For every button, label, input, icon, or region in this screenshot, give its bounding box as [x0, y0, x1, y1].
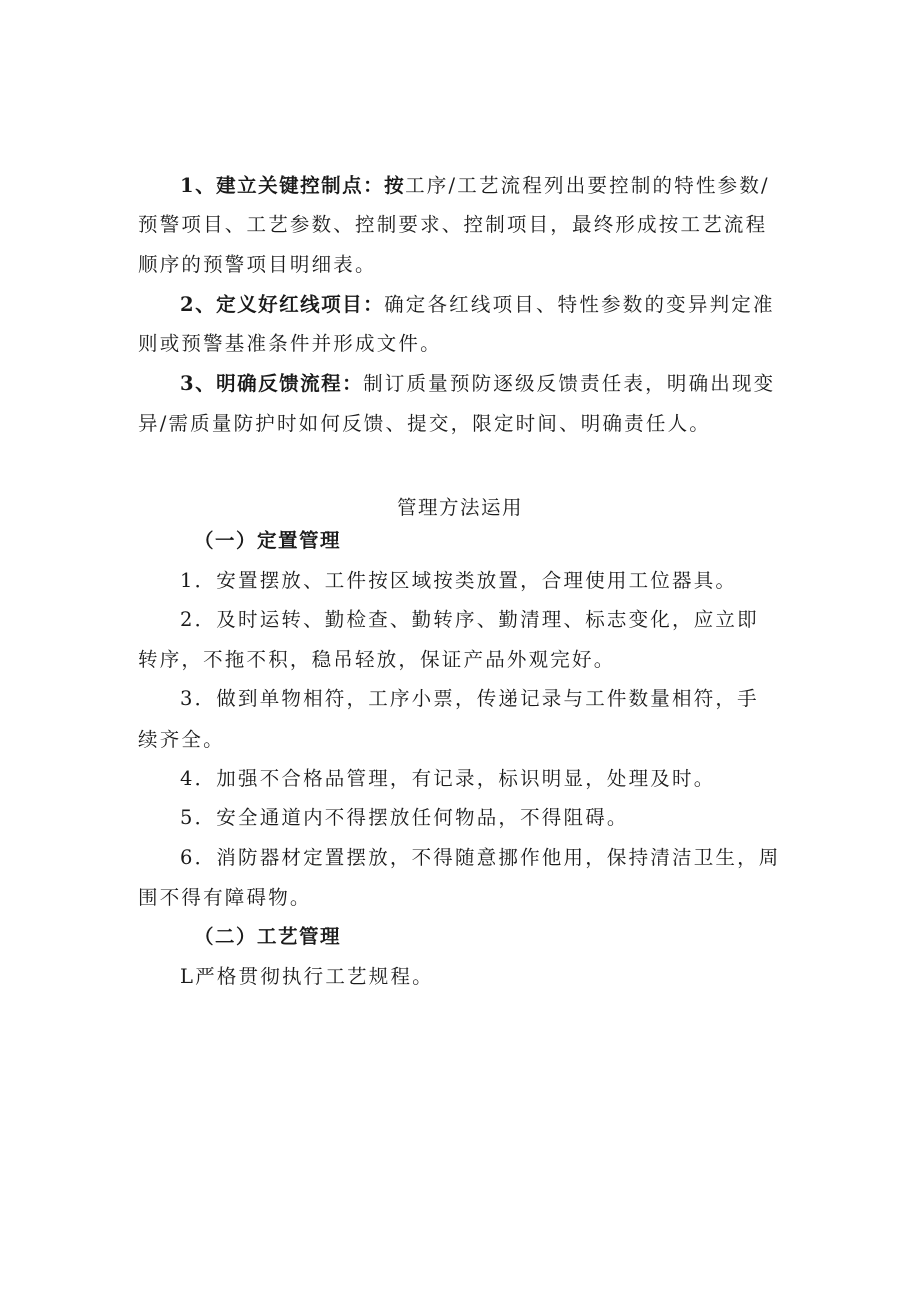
- item-2-label: 2、定义好红线项目：: [180, 293, 385, 316]
- item-1-label: 1、建立关键控制点：按: [180, 174, 406, 197]
- item-2-line-2: 则或预警基准条件并形成文件。: [138, 332, 442, 355]
- section-title: 管理方法运用: [396, 496, 523, 519]
- list-item: L严格贯彻执行工艺规程。: [180, 965, 434, 988]
- list-item-continued: 续齐全。: [138, 728, 225, 751]
- list-item: 1．安置摆放、工件按区域按类放置，合理使用工位器具。: [180, 569, 738, 592]
- item-3-label: 3、明确反馈流程：: [180, 372, 364, 395]
- list-item: 6．消防器材定置摆放，不得随意挪作他用，保持清洁卫生，周: [180, 846, 781, 869]
- list-item-continued: 围不得有障碍物。: [138, 886, 312, 909]
- list-item: 2．及时运转、勤检查、勤转序、勤清理、标志变化，应立即: [180, 608, 759, 631]
- item-2-first-line: [180, 295, 775, 315]
- item-1-first-line: [180, 176, 770, 196]
- list-item: 5．安全通道内不得摆放任何物品，不得阻碍。: [180, 806, 629, 829]
- list-item: 4．加强不合格品管理，有记录，标识明显，处理及时。: [180, 767, 716, 790]
- item-1-line-3: 顺序的预警项目明细表。: [138, 253, 377, 276]
- item-1-line-2: 预警项目、工艺参数、控制要求、控制项目，最终形成按工艺流程: [138, 213, 768, 236]
- subsection-1-heading: （一）定置管理: [194, 529, 342, 552]
- list-item-continued: 转序，不拖不积，稳吊轻放，保证产品外观完好。: [138, 648, 616, 671]
- item-3-line-2: 异/需质量防护时如何反馈、提交，限定时间、明确责任人。: [138, 412, 711, 435]
- item-2-text: 确定各红线项目、特性参数的变异判定准: [384, 293, 775, 316]
- item-1-text: 工序/工艺流程列出要控制的特性参数/: [405, 174, 770, 197]
- item-3-first-line: [180, 374, 775, 394]
- subsection-2-heading: （二）工艺管理: [194, 925, 342, 948]
- list-item: 3．做到单物相符，工序小票，传递记录与工件数量相符，手: [180, 687, 759, 710]
- item-3-text: 制订质量预防逐级反馈责任表，明确出现变: [363, 372, 776, 395]
